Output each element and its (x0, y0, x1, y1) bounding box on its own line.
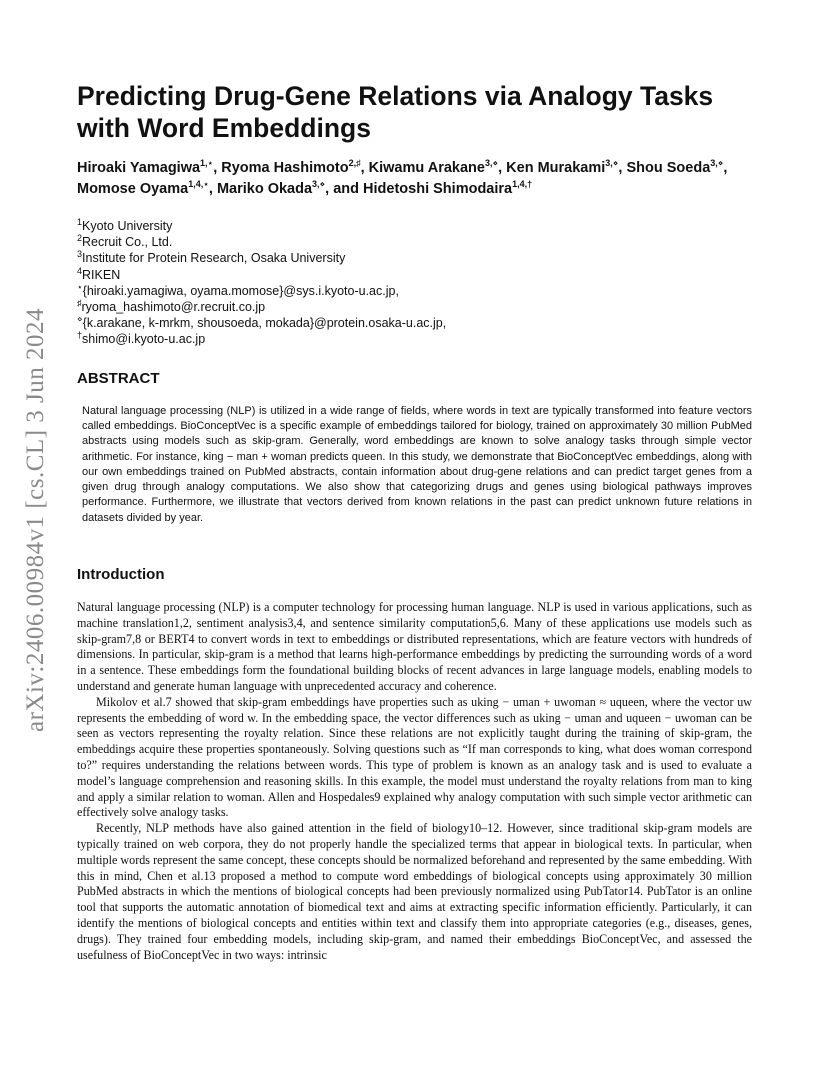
author-affil-mark: 2,♯ (348, 158, 361, 169)
email-line (77, 299, 752, 315)
author-name: Mariko Okada (216, 181, 313, 197)
affil-text: Recruit Co., Ltd. (82, 235, 173, 250)
email-text: shimo@i.kyoto-u.ac.jp (82, 332, 206, 347)
affil-mark: ⋆ (77, 281, 83, 292)
affil-mark: ♯ (77, 297, 82, 308)
intro-paragraph: Natural language processing (NLP) is a computer technology for processing human language. NLP is used in various applications, such as machine translation1,2, sentiment analysis3,4, and sentence similarity computation5,6. Many of these applications use models such as skip-gram7,8 or BERT4 to convert words in text to embeddings or distributed representations, which are feature vectors with hundreds of dimensions. In particular, skip-gram is a method that learns high-performance embeddings by predicting the surrounding words of a word in a sentence. These embeddings form the foundational building blocks of recent advances in large language models, enabling models to understand and generate human language with unprecedented accuracy and coherence. (77, 600, 752, 693)
affil-mark: 1 (77, 216, 83, 227)
affiliation-line (77, 267, 752, 283)
author-affil-mark: 3,⋄ (484, 158, 499, 169)
author-name: Ryoma Hashimoto (221, 160, 349, 176)
author-name: Shou Soeda (626, 160, 711, 176)
affil-mark: 4 (77, 265, 83, 276)
paper-page (77, 80, 752, 963)
email-text: ryoma_hashimoto@r.recruit.co.jp (81, 300, 266, 315)
affiliation-line (77, 234, 752, 250)
email-line (77, 315, 752, 331)
affil-mark: 3 (77, 249, 83, 260)
abstract-heading: ABSTRACT (77, 369, 160, 387)
intro-paragraph: Mikolov et al.7 showed that skip-gram embeddings have properties such as uking − uman + uwoman ≈ uqueen, where the vector uw represents the embedding of word w. In the embedding space, the vector differences such as uking − uman and uqueen − uwoman can be seen as vectors representing the royalty relation. Since these relations are not explicitly taught during the training of skip-gram, the embeddings acquire these properties spontaneously. Solving questions such as “If man corresponds to king, what does woman correspond to?” requires understanding the relations between words. This type of problem is known as an analogy task and is used to evaluate a model’s language comprehension and reasoning skills. In this example, the model must understand the royalty relations from man to king and apply a similar relation to woman. Allen and Hospedales9 explained why analogy computation with such simple vector arithmetic can effectively solve analogy tasks. (77, 694, 752, 820)
paper-title: Predicting Drug-Gene Relations via Analogy Tasks with Word Embeddings (77, 81, 714, 143)
affil-mark: † (77, 330, 83, 341)
affil-text: Institute for Protein Research, Osaka University (82, 251, 346, 266)
email-text: {hiroaki.yamagiwa, oyama.momose}@sys.i.kyoto-u.ac.jp, (82, 283, 399, 298)
author-name: Ken Murakami (506, 160, 606, 176)
author-affil-mark: 1,4,⋆ (188, 179, 209, 190)
affil-text: Kyoto University (82, 219, 173, 233)
author-name: Hidetoshi Shimodaira (363, 181, 513, 197)
affiliation-line (77, 250, 752, 266)
author-affil-mark: 3,⋄ (605, 158, 619, 169)
author-name: Momose Oyama (77, 181, 189, 197)
author-affil-mark: 3,⋄ (710, 158, 724, 169)
intro-paragraph: Recently, NLP methods have also gained attention in the field of biology10–12. However, since traditional skip-gram models are typically trained on web corpora, they do not properly handle the specialized terms that appear in biological texts. In particular, when multiple words represent the same concept, these concepts should be normalized beforehand and represented by the same embedding. With this in mind, Chen et al.13 proposed a method to compute word embeddings of biological concepts using approximately 30 million PubMed abstracts in which the mentions of biological concepts had been previously normalized using PubTator14. PubTator is an online tool that supports the automatic annotation of biomedical text and aims at extracting specific information efficiently. Particularly, it can identify the mentions of biological concepts and entities within text and classify them into appropriate categories (e.g., diseases, genes, drugs). They trained four embedding models, including skip-gram, and named their embeddings BioConceptVec, and assessed the usefulness of BioConceptVec in two ways: intrinsic (77, 821, 752, 962)
affiliation-line (77, 218, 752, 234)
email-line (77, 331, 752, 347)
abstract-text: Natural language processing (NLP) is utilized in a wide range of fields, where words in text are typically transformed into feature vectors called embeddings. BioConceptVec is a specific example of embeddings tailored for biology, trained on approximately 30 million PubMed abstracts using models such as skip-gram. Generally, word embeddings are known to solve analogy tasks through simple vector arithmetic. For instance, king − man + woman predicts queen. In this study, we demonstrate that BioConceptVec embeddings, along with our own embeddings trained on PubMed abstracts, contain information about drug-gene relations and can predict target genes from a given drug through analogy computations. We also show that categorizing drugs and genes using biological pathways improves performance. Furthermore, we illustrate that vectors derived from known relations in the past can predict unknown future relations in datasets divided by year. (82, 404, 752, 524)
affiliation-list (77, 218, 752, 348)
author-affil-mark: 3,⋄ (312, 179, 326, 190)
author-affil-mark: 1,4,† (512, 179, 533, 190)
author-name: Kiwamu Arakane (368, 160, 485, 176)
email-line (77, 283, 752, 299)
affil-mark: 2 (77, 233, 83, 244)
affil-mark: ⋄ (77, 314, 83, 325)
email-text: {k.arakane, k-mrkm, shousoeda, mokada}@protein.osaka-u.ac.jp, (82, 316, 447, 331)
author-affil-mark: 1,⋆ (200, 158, 214, 169)
author-list: Hiroaki Yamagiwa$^{1,⋆}$, Ryoma Hashimoto$^{2,♯}$, Kiwamu Arakane$^{3,⋄}$, Ken Murakami$^{3,⋄}$, Shou Soeda$^{3,⋄}$, Momose Oyama$^{1,4,⋆}$, Mariko Okada$^{3,⋄}$, and Hidetoshi Shimodaira$^{1,4,\dagger}$ (77, 158, 728, 197)
introduction-body (77, 600, 752, 963)
arxiv-side-stamp: arXiv:2406.00984v1 [cs.CL] 3 Jun 2024 (22, 307, 49, 733)
author-name: Hiroaki Yamagiwa (77, 160, 201, 176)
affil-text: RIKEN (82, 267, 121, 282)
introduction-heading: Introduction (77, 566, 165, 583)
